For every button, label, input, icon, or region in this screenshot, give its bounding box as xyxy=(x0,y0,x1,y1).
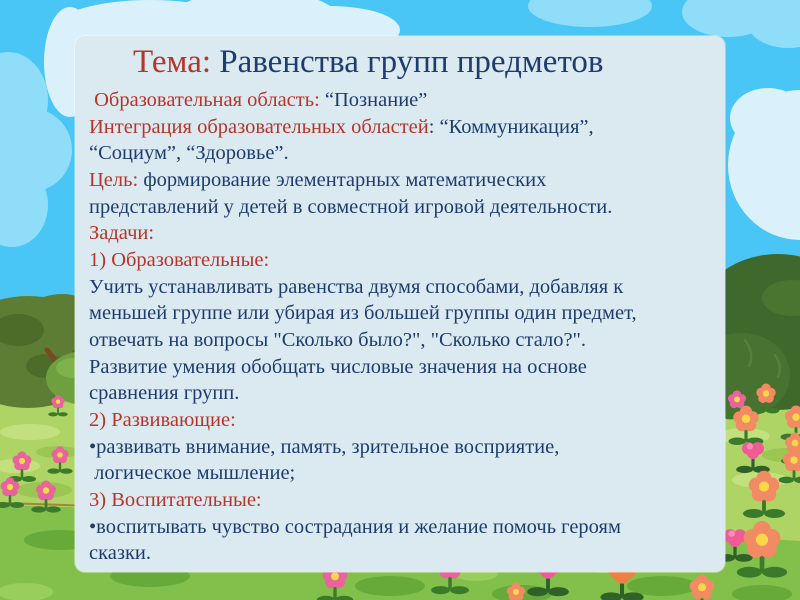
text-line: логическое мышление; xyxy=(89,462,296,485)
text-line: 2) Развивающие: xyxy=(89,408,236,431)
text-line: Интеграция образовательных областей: “Коммуникация”, xyxy=(89,115,594,138)
text-line: •развивать внимание, память, зрительное восприятие, xyxy=(89,435,560,458)
text-line: Цель: формирование элементарных математических xyxy=(89,168,547,191)
slide-title-text: Равенства групп предметов xyxy=(211,44,604,80)
text-line: •воспитывать чувство сострадания и желание помочь героям xyxy=(89,515,621,538)
text-line: Развитие умения обобщать числовые значения на основе xyxy=(89,355,587,378)
slide-text-panel xyxy=(75,36,725,572)
text-line: представлений у детей в совместной игровой деятельности. xyxy=(89,195,613,218)
slide-title-label: Тема: xyxy=(133,44,212,80)
text-line: сказки. xyxy=(89,542,152,565)
text-line: Задачи: xyxy=(89,222,155,245)
text-line: меньшей группе или убирая из большей группы один предмет, xyxy=(89,302,637,325)
text-line: 3) Воспитательные: xyxy=(89,488,262,511)
text-line: “Социум”, “Здоровье”. xyxy=(89,142,289,165)
text-line: 1) Образовательные: xyxy=(89,248,270,271)
text-line: Учить устанавливать равенства двумя способами, добавляя к xyxy=(89,275,624,298)
text-line: Образовательная область: “Познание” xyxy=(89,89,428,111)
text-line: сравнения групп. xyxy=(89,382,240,405)
text-line: отвечать на вопросы "Сколько было?", "Сколько стало?". xyxy=(89,328,587,351)
slide-title xyxy=(133,38,711,87)
